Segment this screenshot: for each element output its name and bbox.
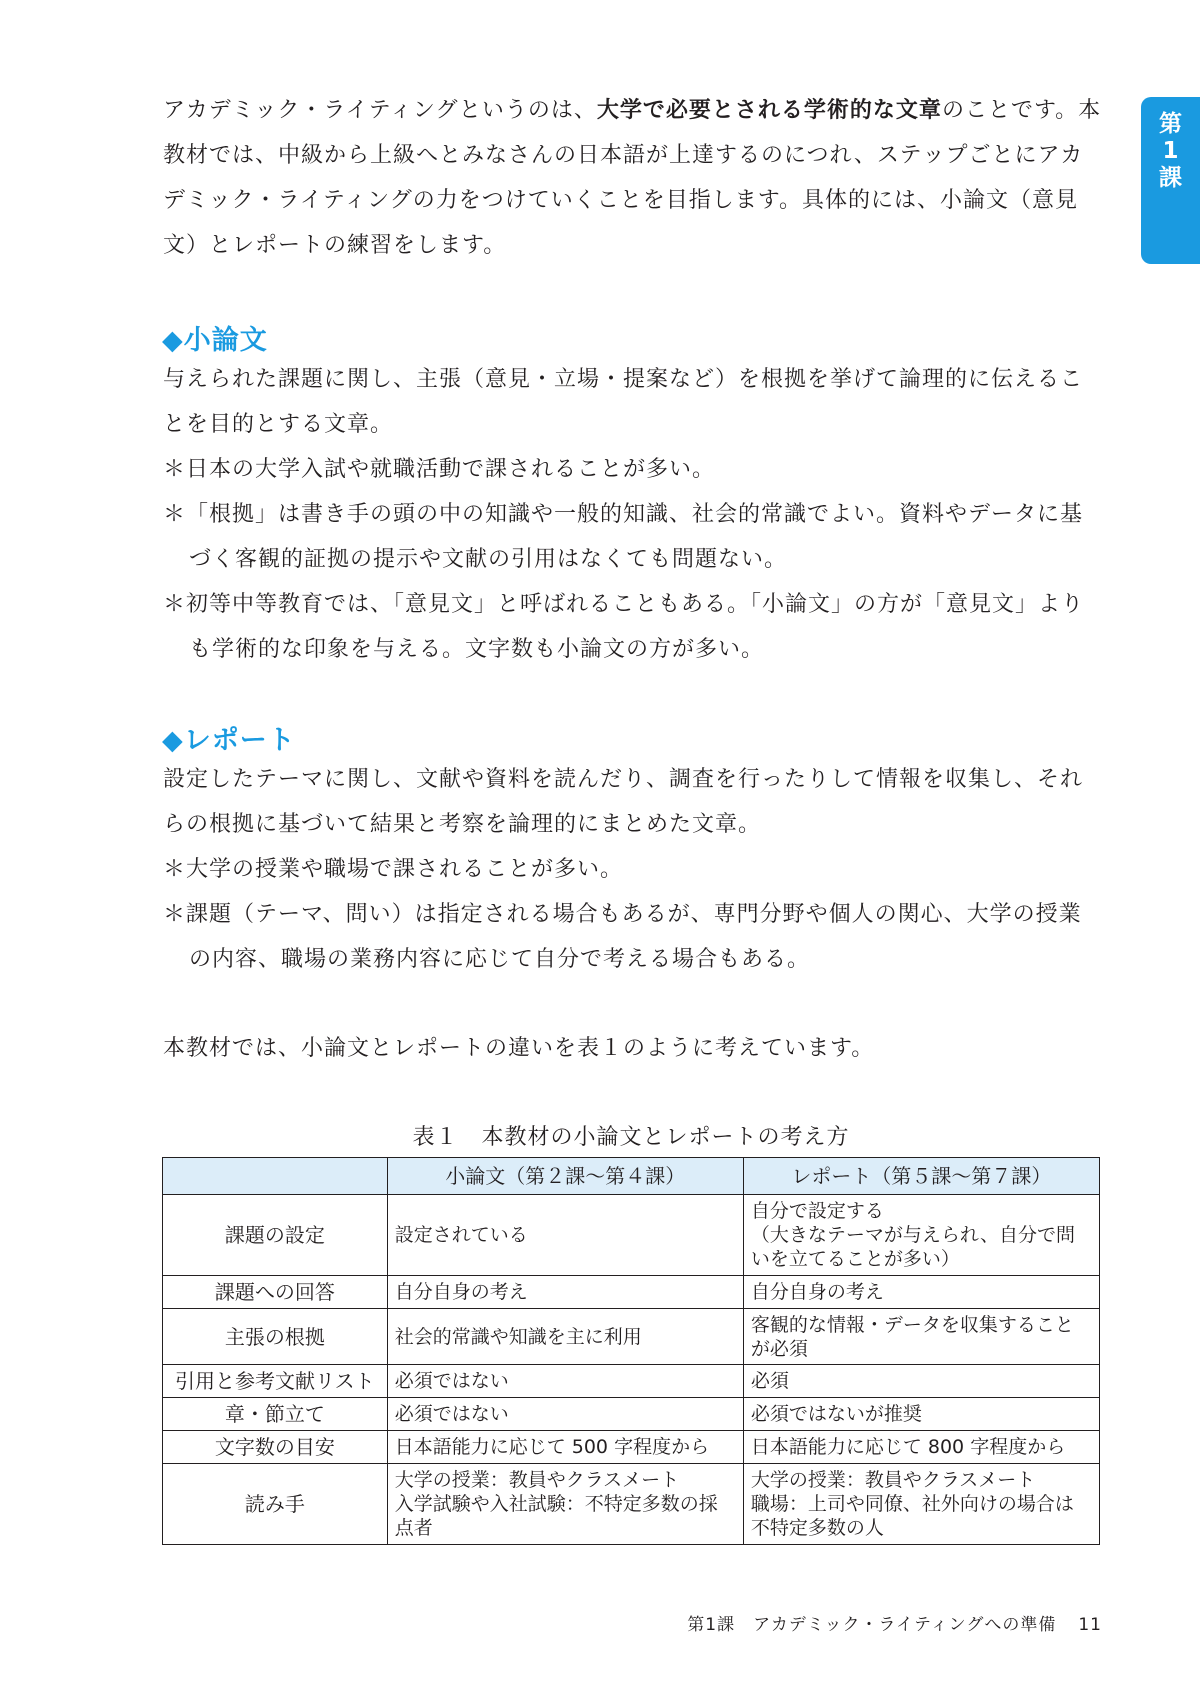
intro-emphasis: 大学で必要とされる学術的な文章	[596, 98, 942, 123]
table-caption: 表１ 本教材の小論文とレポートの考え方	[412, 1125, 850, 1150]
essay-definition: 与えられた課題に関し、主張（意見・立場・提案など）を根拠を挙げて論理的に伝えることを目的とする文章。	[163, 367, 1084, 437]
essay-cell: 大学の授業：教員やクラスメート 入学試験や入社試験：不特定多数の採点者	[387, 1464, 743, 1545]
report-cell: 日本語能力に応じて 800 字程度から	[743, 1431, 1099, 1464]
report-cell: 客観的な情報・データを収集することが必須	[743, 1309, 1099, 1365]
report-cell: 自分自身の考え	[743, 1276, 1099, 1309]
table-row	[163, 1276, 1100, 1309]
intro-paragraph	[163, 88, 1103, 268]
chapter-tab	[1141, 97, 1200, 264]
page-footer	[687, 1610, 1102, 1635]
essay-cell: 自分自身の考え	[387, 1276, 743, 1309]
report-section	[163, 757, 1103, 982]
essay-note-2: ＊「根拠」は書き手の頭の中の知識や一般的知識、社会的常識でよい。資料やデータに基づく客観的証拠の提示や文献の引用はなくても問題ない。	[163, 502, 1084, 572]
report-note-2: ＊課題（テーマ、問い）は指定される場合もあるが、専門分野や個人の関心、大学の授業の内容、職場の業務内容に応じて自分で考える場合もある。	[163, 902, 1082, 972]
page-number: 11	[1078, 1615, 1102, 1635]
report-cell: 必須	[743, 1365, 1099, 1398]
row-label: 課題への回答	[163, 1276, 388, 1309]
row-label: 引用と参考文献リスト	[163, 1365, 388, 1398]
essay-cell: 必須ではない	[387, 1365, 743, 1398]
essay-cell: 必須ではない	[387, 1398, 743, 1431]
report-cell: 必須ではないが推奨	[743, 1398, 1099, 1431]
report-cell: 大学の授業：教員やクラスメート 職場：上司や同僚、社外向けの場合は不特定多数の人	[743, 1464, 1099, 1545]
report-heading: ◆レポート	[162, 725, 296, 756]
footer-chapter-title: 第1課 アカデミック・ライティングへの準備	[687, 1615, 1057, 1635]
table-row	[163, 1431, 1100, 1464]
essay-note-3: ＊初等中等教育では、「意見文」と呼ばれることもある。「小論文」の方が「意見文」よりも学術的な印象を与える。文字数も小論文の方が多い。	[163, 592, 1085, 662]
table-header-row	[163, 1158, 1100, 1195]
essay-cell: 設定されている	[387, 1195, 743, 1276]
chapter-tab-line2: 1	[1162, 138, 1179, 164]
report-cell: 自分で設定する （大きなテーマが与えられ、自分で問いを立てることが多い）	[743, 1195, 1099, 1276]
essay-heading: ◆小論文	[162, 325, 268, 356]
table-row	[163, 1365, 1100, 1398]
table-row	[163, 1398, 1100, 1431]
table-header-report: レポート（第５課〜第７課）	[743, 1158, 1099, 1195]
row-label: 読み手	[163, 1464, 388, 1545]
report-definition: 設定したテーマに関し、文献や資料を読んだり、調査を行ったりして情報を収集し、それらの根拠に基づいて結果と考察を論理的にまとめた文章。	[163, 767, 1084, 837]
row-label: 主張の根拠	[163, 1309, 388, 1365]
table-row	[163, 1195, 1100, 1276]
table-row	[163, 1464, 1100, 1545]
row-label: 文字数の目安	[163, 1431, 388, 1464]
intro-text-2: のことです。本教材では、中級から上級へとみなさんの日本語が上達するのにつれ、ステップごとにアカデミック・ライティングの力をつけていくことを目指します。具体的には、小論文（意見文）とレポートの練習をします。	[163, 98, 1102, 258]
intro-text-1: アカデミック・ライティングというのは、	[163, 98, 597, 123]
row-label: 章・節立て	[163, 1398, 388, 1431]
essay-note-1: ＊日本の大学入試や就職活動で課されることが多い。	[163, 457, 716, 482]
comparison-table	[162, 1157, 1100, 1545]
row-label: 課題の設定	[163, 1195, 388, 1276]
essay-cell: 日本語能力に応じて 500 字程度から	[387, 1431, 743, 1464]
table-header-essay: 小論文（第２課〜第４課）	[387, 1158, 743, 1195]
essay-section	[163, 357, 1103, 672]
table-row	[163, 1309, 1100, 1365]
summary-text: 本教材では、小論文とレポートの違いを表１のように考えています。	[163, 1036, 875, 1061]
table-header-corner	[163, 1158, 388, 1195]
chapter-tab-line3: 課	[1159, 165, 1182, 191]
essay-cell: 社会的常識や知識を主に利用	[387, 1309, 743, 1365]
report-note-1: ＊大学の授業や職場で課されることが多い。	[163, 857, 624, 882]
chapter-tab-line1: 第	[1159, 111, 1182, 137]
